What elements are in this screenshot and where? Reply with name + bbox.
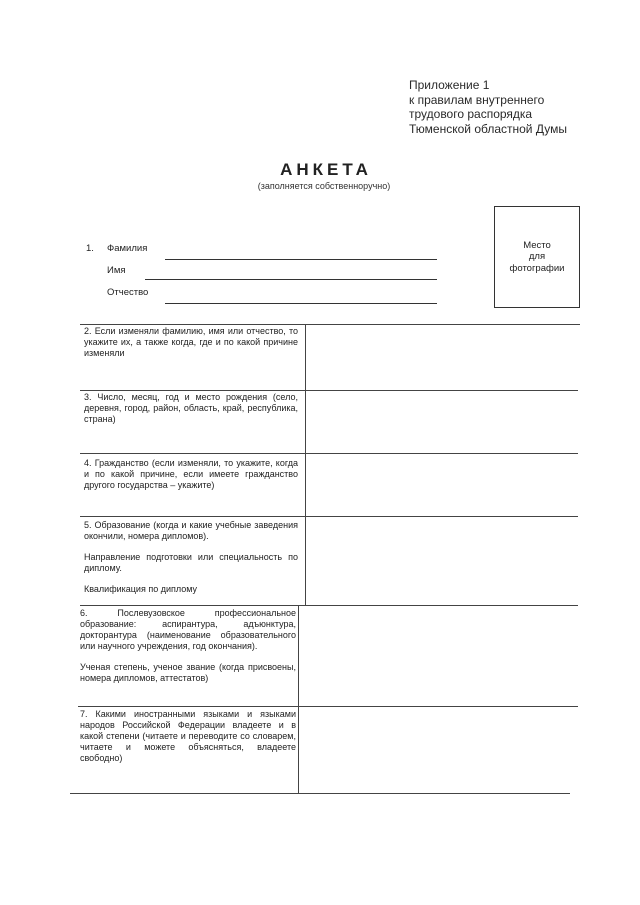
photo-label: Место [523, 239, 551, 251]
question-text: Квалификация по диплому [84, 584, 198, 594]
surname-label: Фамилия [107, 243, 148, 254]
table-row-divider [80, 390, 578, 391]
question-text: 5. Образование (когда и какие учебные заведения окончили, номера дипломов). [84, 520, 298, 541]
answer-cell-5[interactable] [307, 518, 577, 603]
question-4 [84, 458, 298, 501]
fio-number: 1. [86, 243, 94, 254]
form-subtitle: (заполняется собственноручно) [257, 181, 391, 191]
question-2 [84, 326, 298, 369]
answer-cell-4[interactable] [307, 455, 577, 514]
question-text: Ученая степень, ученое звание (когда присвоены, номера дипломов, аттестатов) [80, 662, 296, 683]
question-7 [80, 709, 296, 774]
appendix-line: к правилам внутреннего [409, 92, 545, 107]
table-row-divider [80, 605, 578, 606]
appendix-line: Тюменской областной Думы [409, 121, 567, 136]
question-3 [84, 392, 298, 435]
photo-label: фотографии [509, 262, 565, 274]
photo-label: для [528, 251, 546, 263]
question-text: 7. Какими иностранными языками и языками народов Российской Федерации владеете и в какой степени (читаете и переводите со словарем, читаете и можете объясняться, владеете свободно) [80, 709, 296, 763]
appendix-line: Приложение 1 [409, 78, 490, 92]
table-column-divider [298, 605, 299, 793]
table-row-divider [80, 324, 580, 325]
answer-cell-7[interactable] [300, 708, 577, 791]
question-text: 3. Число, месяц, год и место рождения (село, деревня, город, район, область, край, республика, страна) [84, 392, 298, 424]
question-6 [80, 608, 296, 694]
name-field[interactable] [145, 279, 437, 280]
question-text: 2. Если изменяли фамилию, имя или отчество, то укажите их, а также когда, где и по какой причине изменяли [84, 326, 298, 358]
question-text: Направление подготовки или специальность по диплому. [84, 552, 298, 573]
name-label: Имя [107, 265, 126, 276]
table-row-divider [80, 453, 578, 454]
patronymic-field[interactable] [165, 303, 437, 304]
table-row-divider [78, 706, 578, 707]
appendix-line: трудового распорядка [409, 107, 533, 121]
question-5 [84, 520, 298, 605]
table-bottom-line [70, 793, 570, 794]
surname-field[interactable] [165, 259, 437, 260]
appendix-header [409, 78, 567, 136]
answer-cell-3[interactable] [307, 392, 577, 451]
table-column-divider [305, 324, 306, 606]
question-text: 4. Гражданство (если изменяли, то укажите, когда и по какой причине, если имеете гражданство другого государства – укажите) [84, 458, 298, 490]
table-row-divider [80, 516, 578, 517]
answer-cell-2[interactable] [307, 326, 577, 388]
form-title: АНКЕТА [280, 160, 372, 179]
patronymic-label: Отчество [107, 287, 149, 298]
question-text: 6. Послевузовское профессиональное образование: аспирантура, адъюнктура, докторантура (наименование образовательного или научного учреждения, год окончания). [80, 608, 296, 651]
answer-cell-6[interactable] [300, 607, 577, 704]
photo-placeholder [494, 206, 580, 308]
